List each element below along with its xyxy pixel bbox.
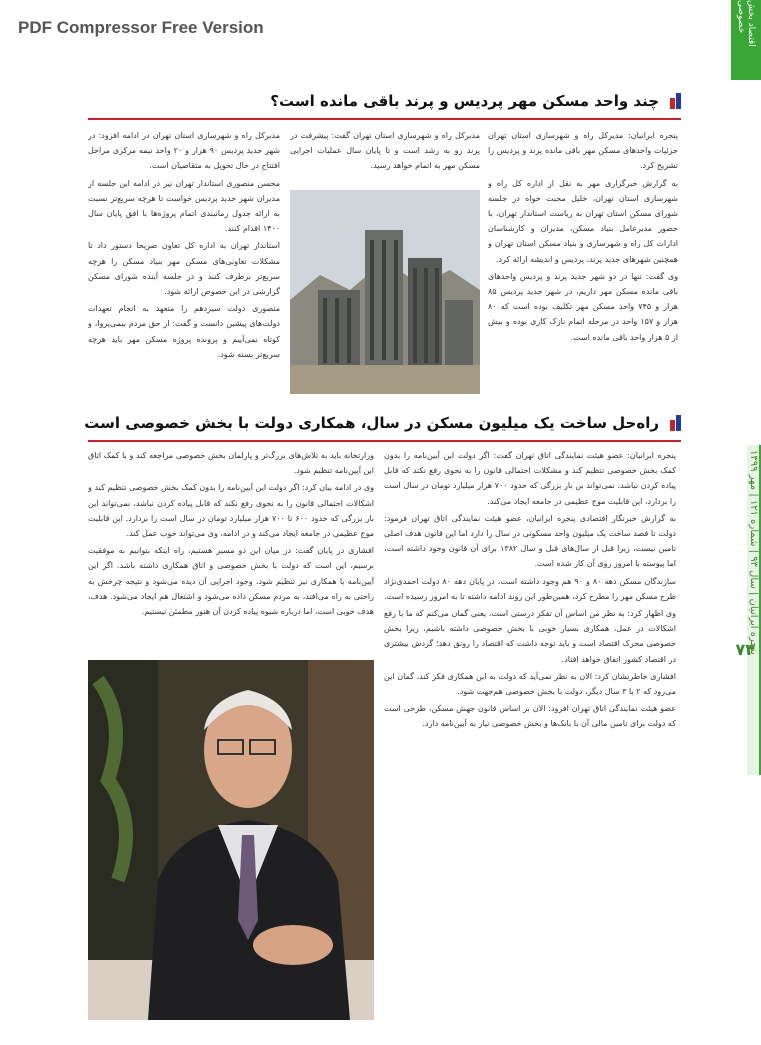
- paragraph: به گزارش خبرگزاری مهر به نقل از اداره کل راه و شهرسازی استان تهران، خلیل محبت خواه در جلسه شورای مسکن استان تهران به ریاست استاندار تهران، با حضور مدیرعامل بنیاد مسکن، مدیران و کارشناسان ادارات کل راه و شهرسازی و بنیاد مسکن استان تهران و همچنین شهرهای جدید پرند، پردیس و اندیشه ارائه کرد.: [488, 178, 678, 264]
- paragraph: افشاری در پایان گفت: در میان این دو مسیر هستیم، راه اینکه بتوانیم به موفقیت برسیم، این است که دولت با بخش خصوصی و اتاق همکاری داشته باشد. اگر این آیین‌نامه با همکاری نیز تنظیم شود، وجود اجرایی آن دیده می‌شود و نتیجه چرخش به راحتی به راه می‌افتد، به مردم مسکن داده می‌شود و اشتغال هم ایجاد می‌شود. هدف، هدف خوبی است، اما درباره شیوه پیاده کردن آن هنوز مطمئن نیستیم.: [88, 546, 374, 617]
- paragraph: محسن منصوری استاندار تهران نیز در ادامه این جلسه از مدیران شهر جدید پردیس خواست تا هرچه سریع‌تر نسبت به ارائه جدول زمانبندی اتمام پروژه‌ها با افق پایان سال ۱۴۰۰ اقدام کنند.: [88, 178, 280, 234]
- portrait-photo: [88, 660, 374, 1020]
- article2-col-right: [384, 448, 676, 1016]
- paragraph: پنجره ایرانیان: عضو هیئت نمایندگی اتاق تهران گفت: اگر دولت این آیین‌نامه را بدون کمک بخش خصوصی تنظیم کند و مشکلات احتمالی قانون را به نحوی رفع نکند که قابل پیاده کردن نباشد، نمی‌تواند بن بار بزرگی که حدود ۷۰۰ هزار میلیارد تومان در سال است را بردارد، این قابلیت موج عظیمی در جامعه ایجاد می‌کند.: [384, 451, 676, 506]
- article1-title: چند واحد مسکن مهر پردیس و پرند باقی مانده است؟: [270, 92, 659, 110]
- page-number: ۷۴: [735, 640, 755, 659]
- paragraph: استاندار تهران به اداره کل تعاون صریحا دستور داد تا مشکلات تعاونی‌های مسکن مهر بنیاد مسکن را هرچه سریع‌تر برطرف کنند و در جلسه آینده شورای مسکن گزارشی در این خصوص ارائه شود.: [88, 241, 280, 297]
- bar-icon: [667, 415, 681, 431]
- buildings-photo: [290, 190, 480, 394]
- paragraph: منصوری دولت سیزدهم را متعهد به انجام تعهدات دولت‌های پیشین دانست و گفت: از حق مردم بیمی‌پروا، و کوتاه نمی‌آییم و پرونده پروژه مسکن مهر باید هرچه سریع‌تر بسته شود.: [88, 304, 280, 359]
- paragraph: وی اظهار کرد: به نظر من اساس آن تفکر درستی است، یعنی گمان می‌کنم که ما با رفع اشکالات در عمل، همکاری بسیار خوبی با بخش خصوصی داشته باشیم، زیرا بخش خصوصی محرک اقتصاد است و باید توجه داشت که اقتصاد را رونق دهد؛ گردش بیشتری در اقتصاد کشور اتفاق خواهد افتاد.: [384, 609, 676, 664]
- paragraph: سازندگان مسکن دهه ۸۰ و ۹۰ هم وجود داشته است، در پایان دهه ۸۰ دولت احمدی‌نژاد طرح مسکن مهر را مطرح کرد، همین‌طور این روند ادامه داشته تا به امروز رسیده است.: [384, 576, 676, 601]
- article1-headline: [270, 92, 681, 110]
- article2-col-left: [88, 448, 374, 653]
- article2-rule: [88, 440, 681, 442]
- article1-rule: [88, 118, 681, 120]
- paragraph: پنجره ایرانیان: مدیرکل راه و شهرسازی استان تهران جزئیات واحدهای مسکن مهر باقی مانده پرند و پردیس را تشریح کرد.: [488, 131, 678, 171]
- article1-col-middle: [290, 128, 480, 186]
- bar-icon: [667, 93, 681, 109]
- section-tab: اقتصاد بخش خصوصی: [731, 0, 761, 80]
- article1-col-right: [488, 128, 678, 398]
- paragraph: افشاری خاطرنشان کرد: الان به نظر نمی‌آید که دولت به این همکاری فکر کند، گمان این می‌رود که ۲ یا ۳ سال دیگر، دولت با بخش خصوصی هم‌جهت شود.: [384, 671, 676, 697]
- paragraph: مدیرکل راه و شهرسازی استان تهران گفت: پیشرفت در پرند رو به رشد است و تا پایان سال عملیات اجرایی مسکن مهر به اتمام خواهد رسید.: [290, 131, 480, 171]
- paragraph: وزارتخانه باید به تلاش‌های بزرگ‌تر و پارلمان بخش خصوصی مراجعه کند و با کمک اتاق این آیین‌نامه تنظیم شود.: [88, 451, 374, 476]
- watermark: PDF Compressor Free Version: [18, 18, 264, 37]
- paragraph: عضو هیئت نمایندگی اتاق تهران افزود: الان بر اساس قانون جهش مسکن، طرحی است که دولت برای تامین مالی آن با بانک‌ها و بخش خصوصی نیاز به آیین‌نامه دارد.: [384, 704, 676, 729]
- issue-info: پنجره ایرانیان | سال ۹۳ | شماره ۱۲۱ | مهر ۱۳۹۹: [748, 450, 759, 655]
- paragraph: مدیرکل راه و شهرسازی استان تهران در ادامه افزود: در شهر جدید پردیس ۹۰ هزار و ۲۰ واحد نیمه مرکزی مراحل افتتاح در حال تحویل به متقاضیان است.: [88, 131, 280, 171]
- paragraph: وی در ادامه بیان کرد: اگر دولت این آیین‌نامه را بدون کمک بخش خصوصی تنظیم کند و اشکالات احتمالی قانون را به نحوی رفع نکند که قابل پیاده کردن نباشد، نمی‌تواند این بار بزرگی که حدود ۶۰۰ تا ۷۰۰ هزار میلیارد تومان در سال است را بردارد. این قابلیت موج عظیمی در جامعه ایجاد می‌کند و در ادامه، وی می‌تواند خوب عمل کند.: [88, 483, 374, 539]
- article2-title: راه‌حل ساخت یک میلیون مسکن در سال، همکاری دولت با بخش خصوصی است: [84, 414, 659, 432]
- article1-col-left: [88, 128, 280, 388]
- paragraph: وی گفت: تنها در دو شهر جدید پرند و پردیس واحدهای باقی مانده مسکن مهر داریم، در شهر جدید پردیس ۸۵ هزار و ۷۴۵ واحد مسکن مهر تکلیف بوده است که ۸۰ هزار و ۱۵۷ واحد در مرحله اتمام نازک کاری بوده و بیش از ۵ هزار واحد باقی مانده است.: [488, 271, 678, 342]
- article2-headline: [84, 414, 681, 432]
- paragraph: به گزارش خبرنگار اقتصادی پنجره ایرانیان، عضو هیئت نمایندگی اتاق تهران فرمود: دولت تا قصد ساخت یک میلیون واحد مسکونی در سال را دارد اما این قانون هدف اصلی تامین نیست، زیرا قبل از سال‌های قبل و سال ۱۳۸۲ برای آن قانون وجود داشته است، اما پیوسته با امروز روی آن کار شده است.: [384, 513, 676, 569]
